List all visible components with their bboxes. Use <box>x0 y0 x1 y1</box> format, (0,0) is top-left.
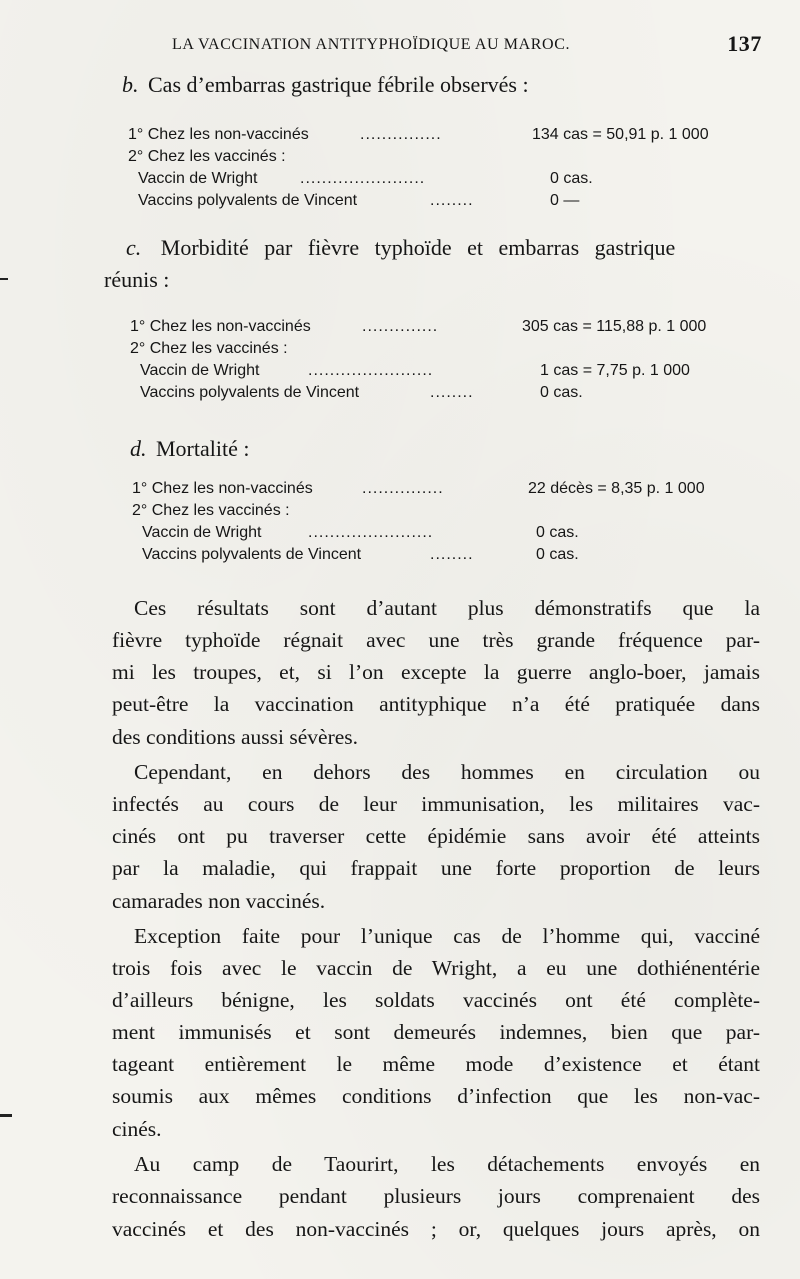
leader-dots: ........ <box>430 384 474 401</box>
section-b-line-3 <box>138 168 768 190</box>
scan-mark <box>0 278 8 280</box>
stat-label: 1° Chez les non-vaccinés <box>132 480 313 497</box>
section-c-heading-continued <box>104 267 169 293</box>
stat-value: 134 cas = 50,91 p. 1 000 <box>532 126 709 143</box>
stat-value: 22 décès = 8,35 p. 1 000 <box>528 480 705 497</box>
paragraph-2-line-3: cinés ont pu traverser cette épidémie sans avoir été atteints <box>112 824 760 848</box>
paragraph-3-line-6: soumis aux mêmes conditions d’infection que les non-vac- <box>112 1084 760 1108</box>
section-c-heading <box>126 235 675 261</box>
running-header <box>172 31 762 60</box>
stat-label: Vaccins polyvalents de Vincent <box>142 546 362 563</box>
section-d-line-2 <box>132 500 772 522</box>
stat-label: Vaccins polyvalents de Vincent <box>140 384 360 401</box>
leader-dots: ............... <box>360 126 442 143</box>
section-d-line-3 <box>142 522 772 544</box>
leader-dots: ....................... <box>308 362 434 379</box>
paragraph-2-line-5: camarades non vaccinés. <box>112 889 326 913</box>
section-c-letter: c. <box>126 235 142 260</box>
stat-label: Vaccins polyvalents de Vincent <box>138 192 358 209</box>
stat-label: 2° Chez les vaccinés : <box>130 340 288 357</box>
section-b-line-2 <box>128 146 768 168</box>
stat-label: Vaccin de Wright <box>142 524 262 541</box>
leader-dots: ........ <box>430 546 474 563</box>
section-c-title-line-1: Morbidité par fièvre typhoïde et embarras gastrique <box>160 235 676 260</box>
scan-mark <box>0 1114 12 1117</box>
section-b-heading <box>122 72 529 98</box>
stat-label: 1° Chez les non-vaccinés <box>128 126 309 143</box>
running-title: LA VACCINATION ANTITYPHOÏDIQUE AU MAROC. <box>172 36 571 53</box>
paragraph-3-line-3: d’ailleurs bénigne, les soldats vaccinés ont été complète- <box>112 988 760 1012</box>
paragraph-4-line-2: reconnaissance pendant plusieurs jours comprenaient des <box>112 1184 760 1208</box>
section-c-title-line-2: réunis : <box>104 267 170 292</box>
section-d-title: Mortalité : <box>156 436 250 461</box>
page-number: 137 <box>727 31 762 56</box>
stat-value: 305 cas = 115,88 p. 1 000 <box>522 318 707 335</box>
stat-label: 2° Chez les vaccinés : <box>132 502 290 519</box>
section-c-line-3 <box>140 360 770 382</box>
stat-label: 1° Chez les non-vaccinés <box>130 318 311 335</box>
section-b-line-4 <box>138 190 768 212</box>
paragraph-2-line-2: infectés au cours de leur immunisation, les militaires vac- <box>112 792 760 816</box>
paragraph-3-line-5: tageant entièrement le même mode d’existence et étant <box>112 1052 760 1076</box>
paragraph-1-line-4: peut-être la vaccination antityphique n’a été pratiquée dans <box>112 692 760 716</box>
stat-value: 1 cas = 7,75 p. 1 000 <box>540 362 690 379</box>
leader-dots: ....................... <box>308 524 434 541</box>
paragraph-1-line-5: des conditions aussi sévères. <box>112 725 359 749</box>
paragraph-4-line-1: Au camp de Taourirt, les détachements envoyés en <box>134 1152 760 1176</box>
paragraph-4-line-3: vaccinés et des non-vaccinés ; or, quelques jours après, on <box>112 1217 760 1241</box>
leader-dots: ....................... <box>300 170 426 187</box>
stat-label: Vaccin de Wright <box>140 362 260 379</box>
section-b-line-1 <box>128 124 768 146</box>
stat-value: 0 cas. <box>550 170 593 187</box>
leader-dots: ........ <box>430 192 474 209</box>
section-d-heading <box>130 436 249 462</box>
stat-value: 0 cas. <box>536 524 579 541</box>
section-c-line-1 <box>130 316 770 338</box>
paragraph-1-line-2: fièvre typhoïde régnait avec une très grande fréquence par- <box>112 628 760 652</box>
paragraph-3-line-2: trois fois avec le vaccin de Wright, a eu une dothiénentérie <box>112 956 760 980</box>
section-d-letter: d. <box>130 436 147 461</box>
section-d-line-1 <box>132 478 772 500</box>
paragraph-1-line-3: mi les troupes, et, si l’on excepte la guerre anglo-boer, jamais <box>112 660 760 684</box>
section-b-title: Cas d’embarras gastrique fébrile observés : <box>148 72 529 97</box>
section-b-letter: b. <box>122 72 139 97</box>
stat-value: 0 — <box>550 192 580 209</box>
stat-label: Vaccin de Wright <box>138 170 258 187</box>
section-c-line-2 <box>130 338 770 360</box>
paragraph-3-line-7: cinés. <box>112 1117 162 1141</box>
leader-dots: .............. <box>362 318 439 335</box>
stat-value: 0 cas. <box>540 384 583 401</box>
paragraph-2-line-1: Cependant, en dehors des hommes en circulation ou <box>134 760 760 784</box>
paragraph-3-line-4: ment immunisés et sont demeurés indemnes, bien que par- <box>112 1020 760 1044</box>
stat-value: 0 cas. <box>536 546 579 563</box>
leader-dots: ............... <box>362 480 444 497</box>
paragraph-2-line-4: par la maladie, qui frappait une forte proportion de leurs <box>112 856 760 880</box>
section-c-line-4 <box>140 382 770 404</box>
paragraph-1-line-1: Ces résultats sont d’autant plus démonstratifs que la <box>134 596 760 620</box>
section-d-line-4 <box>142 544 772 566</box>
paragraph-3-line-1: Exception faite pour l’unique cas de l’homme qui, vacciné <box>134 924 760 948</box>
stat-label: 2° Chez les vaccinés : <box>128 148 286 165</box>
